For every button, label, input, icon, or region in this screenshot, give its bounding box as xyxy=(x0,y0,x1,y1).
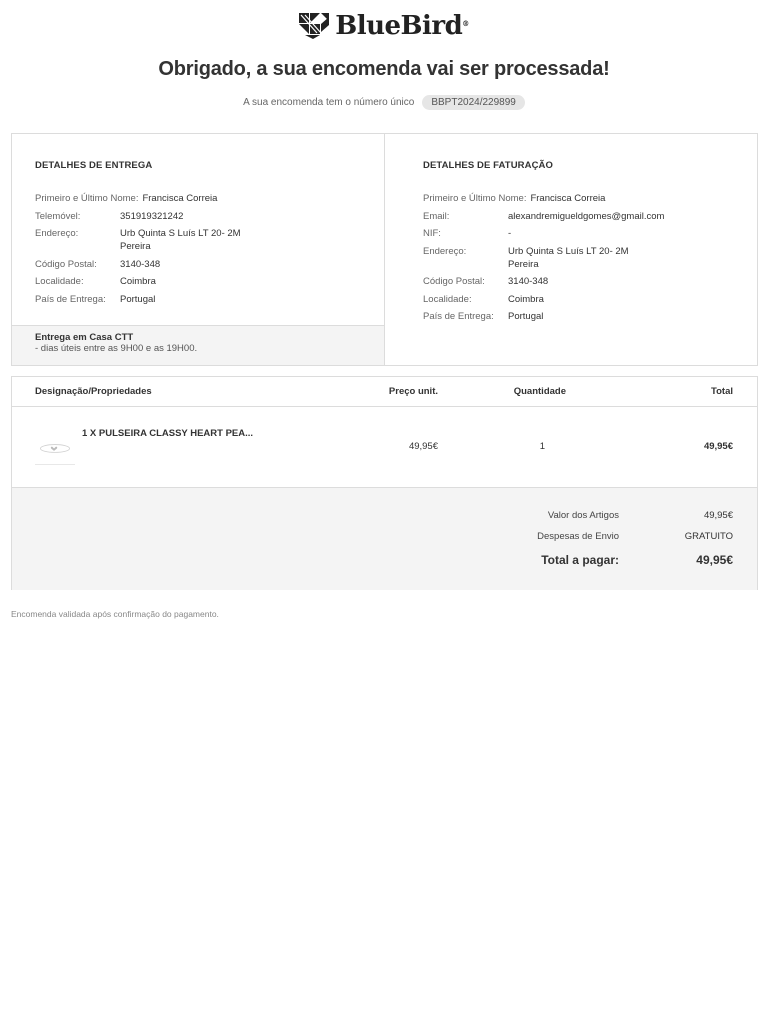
delivery-name-label: Primeiro e Último Nome: xyxy=(35,193,139,204)
billing-country-value: Portugal xyxy=(508,311,544,322)
brand-logo[interactable] xyxy=(0,12,768,40)
order-number-label: A sua encomenda tem o número único xyxy=(243,97,415,108)
billing-postal-value: 3140-348 xyxy=(508,276,549,287)
billing-locality-row xyxy=(423,293,664,306)
delivery-locality-value: Coimbra xyxy=(120,276,156,287)
table-row xyxy=(12,407,757,488)
order-items-table xyxy=(11,376,758,590)
order-number-badge: BBPT2024/229899 xyxy=(422,95,525,110)
delivery-details-panel xyxy=(12,134,385,365)
brand-name: BlueBird® xyxy=(335,11,469,41)
shipping-method xyxy=(12,325,384,365)
column-header-designation: Designação/Propriedades xyxy=(35,386,152,397)
item-quantity: 1 xyxy=(539,441,545,452)
billing-name-label: Primeiro e Último Nome: xyxy=(423,193,527,204)
items-value: 49,95€ xyxy=(703,510,733,521)
billing-nif-row xyxy=(423,227,664,240)
shipping-method-description: - dias úteis entre as 9H00 e as 19H00. xyxy=(35,343,198,354)
delivery-locality-label: Localidade: xyxy=(35,276,84,287)
column-header-quantity: Quantidade xyxy=(513,386,566,397)
registered-mark: ® xyxy=(462,19,469,28)
table-header xyxy=(12,377,757,407)
billing-details-title: DETALHES DE FATURAÇÃO xyxy=(423,160,553,171)
delivery-phone-value: 351919321242 xyxy=(120,210,184,222)
payment-footnote: Encomenda validada após confirmação do pagamento. xyxy=(11,609,219,619)
item-total: 49,95€ xyxy=(703,441,733,452)
grand-total-value: 49,95€ xyxy=(696,553,733,567)
billing-email-row xyxy=(423,210,664,223)
billing-nif-value: - xyxy=(508,228,512,239)
billing-name-row xyxy=(423,192,664,205)
billing-name-value: Francisca Correia xyxy=(530,193,606,204)
billing-email-value: alexandremigueldgomes@gmail.com xyxy=(508,210,665,222)
shipping-cost-row xyxy=(433,531,733,545)
billing-address-row xyxy=(423,245,664,271)
billing-country-row xyxy=(423,310,664,323)
item-name[interactable]: 1 X PULSEIRA CLASSY HEART PEA... xyxy=(82,428,254,439)
billing-locality-value: Coimbra xyxy=(508,293,544,305)
bluebird-logo-icon xyxy=(299,13,329,39)
delivery-country-label: País de Entrega: xyxy=(35,293,106,305)
delivery-country-row xyxy=(35,293,241,306)
delivery-phone-row xyxy=(35,210,241,223)
delivery-name-row xyxy=(35,192,241,205)
delivery-address-label: Endereço: xyxy=(35,228,79,239)
delivery-address-line1: Urb Quinta S Luís LT 20- 2M xyxy=(120,228,241,239)
billing-locality-label: Localidade: xyxy=(423,293,472,305)
billing-details-panel xyxy=(385,134,757,365)
billing-postal-label: Código Postal: xyxy=(423,276,485,287)
billing-address-value xyxy=(508,245,629,271)
billing-country-label: País de Entrega: xyxy=(423,311,494,322)
billing-postal-row xyxy=(423,275,664,288)
order-details xyxy=(11,133,758,366)
delivery-postal-label: Código Postal: xyxy=(35,258,97,270)
billing-nif-label: NIF: xyxy=(423,228,441,239)
delivery-name-value: Francisca Correia xyxy=(142,193,218,204)
shipping-method-name: Entrega em Casa CTT xyxy=(35,332,134,343)
order-number-line xyxy=(0,95,768,110)
delivery-postal-value: 3140-348 xyxy=(120,258,161,270)
delivery-phone-label: Telemóvel: xyxy=(35,210,81,222)
billing-email-label: Email: xyxy=(423,210,450,222)
page-title: Obrigado, a sua encomenda vai ser processada! xyxy=(158,58,610,80)
billing-address-label: Endereço: xyxy=(423,245,467,257)
delivery-postal-row xyxy=(35,258,241,271)
column-header-total: Total xyxy=(711,386,733,397)
shipping-cost-label: Despesas de Envio xyxy=(537,531,619,542)
bracelet-thumbnail[interactable] xyxy=(35,429,75,465)
delivery-address-value xyxy=(120,227,241,253)
billing-details-rows xyxy=(423,192,664,328)
delivery-address-row xyxy=(35,227,241,253)
delivery-country-value: Portugal xyxy=(120,293,156,305)
delivery-address-line2: Pereira xyxy=(120,241,151,252)
grand-total-row xyxy=(433,553,733,567)
items-value-label: Valor dos Artigos xyxy=(547,510,619,521)
shipping-cost-value: GRATUITO xyxy=(684,531,733,542)
items-value-row xyxy=(433,510,733,524)
billing-address-line1: Urb Quinta S Luís LT 20- 2M xyxy=(508,245,629,257)
delivery-details-rows xyxy=(35,192,241,310)
delivery-locality-row xyxy=(35,275,241,288)
grand-total-label: Total a pagar: xyxy=(541,553,619,567)
billing-address-line2: Pereira xyxy=(508,258,539,270)
item-unit-price: 49,95€ xyxy=(408,441,438,452)
delivery-details-title: DETALHES DE ENTREGA xyxy=(35,160,153,171)
column-header-unit-price: Preço unit. xyxy=(388,386,438,397)
order-totals xyxy=(12,488,757,590)
